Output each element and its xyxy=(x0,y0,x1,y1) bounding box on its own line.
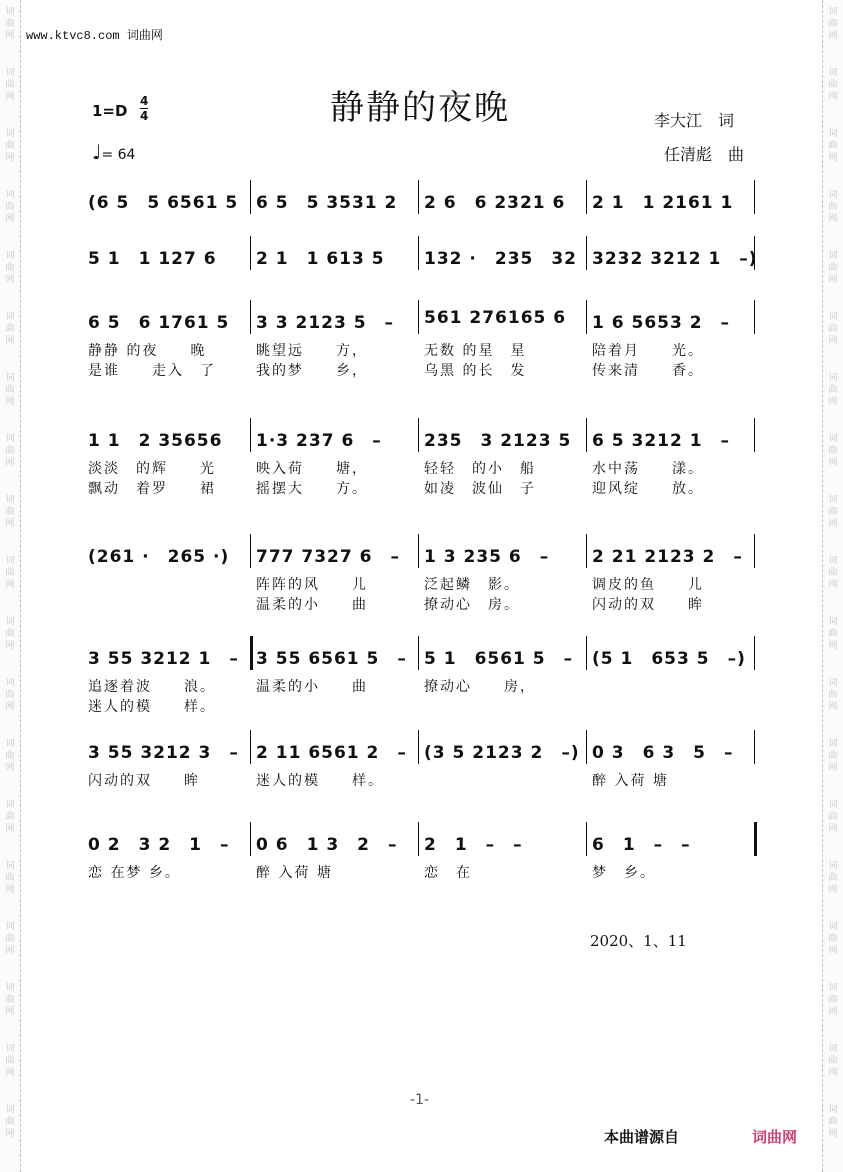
bar-line xyxy=(250,534,251,568)
watermark-text: 词 曲 网 xyxy=(828,1105,838,1139)
watermark-text: 词 曲 网 xyxy=(828,861,838,895)
date-stamp: 2020、1、11 xyxy=(590,932,687,950)
bar-line xyxy=(418,822,419,856)
score-row xyxy=(82,236,756,272)
lyric-line: 闪动的双 眸 xyxy=(88,773,200,789)
bar-line xyxy=(250,236,251,270)
bar-line xyxy=(250,822,251,856)
bar-line xyxy=(754,180,755,214)
bar-line xyxy=(586,236,587,270)
score-row xyxy=(82,180,756,216)
bar-line xyxy=(754,300,755,334)
score-row xyxy=(82,300,756,336)
watermark-text: 词 曲 网 xyxy=(828,617,838,651)
lyric-line: 阵阵的风 儿 xyxy=(256,577,368,593)
lyric-line: 调皮的鱼 儿 xyxy=(592,577,704,593)
bar-line xyxy=(418,730,419,764)
lyric-line: 恋 在 xyxy=(424,865,472,881)
watermark-text: 词 曲 网 xyxy=(828,129,838,163)
bar-line xyxy=(586,822,587,856)
measure-notes: 6 5 3212 1 – xyxy=(592,431,731,451)
bar-line xyxy=(754,730,755,764)
measure-notes: (5 1 653 5 –) xyxy=(592,649,746,669)
measure-notes: 3 55 3212 3 – xyxy=(88,743,239,763)
watermark-text: 词 曲 网 xyxy=(5,861,15,895)
bar-line xyxy=(754,418,755,452)
bar-line xyxy=(586,534,587,568)
watermark-text: 词 曲 网 xyxy=(5,373,15,407)
lyric-line: 是谁 走入 了 xyxy=(88,363,216,379)
measure-notes: 3 3 2123 5 – xyxy=(256,313,395,333)
watermark-text: 词 曲 网 xyxy=(5,495,15,529)
measure-notes: 5 1 6561 5 – xyxy=(424,649,574,669)
measure-notes: 6 5 6 1761 5 xyxy=(88,313,230,333)
measure-notes: 6 1 – – xyxy=(592,835,691,855)
watermark-text: 词 曲 网 xyxy=(828,7,838,41)
measure-notes: 2 1 1 613 5 xyxy=(256,249,385,269)
source-label: 本曲谱源自 xyxy=(604,1128,680,1146)
watermark-text: 词 曲 网 xyxy=(5,190,15,224)
measure-notes: 2 21 2123 2 – xyxy=(592,547,743,567)
watermark-text: 词 曲 网 xyxy=(5,1044,15,1078)
page-number: -1- xyxy=(410,1092,430,1108)
lyric-line: 淡淡 的辉 光 xyxy=(88,461,216,477)
bar-line xyxy=(418,418,419,452)
watermark-text: 词 曲 网 xyxy=(828,922,838,956)
time-top: 4 xyxy=(140,94,149,108)
measure-notes: 1·3 237 6 – xyxy=(256,431,382,451)
measure-notes: 3 55 6561 5 – xyxy=(256,649,407,669)
watermark-text: 词 曲 网 xyxy=(828,251,838,285)
measure-notes: 777 7327 6 – xyxy=(256,547,400,567)
bar-line xyxy=(250,636,253,670)
watermark-text: 词 曲 网 xyxy=(5,617,15,651)
measure-notes: (261 · 265 ·) xyxy=(88,547,230,567)
time-signature xyxy=(140,94,148,123)
bar-line xyxy=(418,636,419,670)
watermark-text: 词 曲 网 xyxy=(5,556,15,590)
score-row xyxy=(82,534,756,570)
measure-notes: 3 55 3212 1 – xyxy=(88,649,239,669)
lyric-line: 飘动 着罗 裙 xyxy=(88,481,216,497)
lyric-line: 水中荡 漾。 xyxy=(592,461,704,477)
lyric-line: 醉 入荷 塘 xyxy=(256,865,333,881)
watermark-text: 词 曲 网 xyxy=(828,739,838,773)
bar-line xyxy=(250,418,251,452)
watermark-text: 词 曲 网 xyxy=(5,678,15,712)
lyric-line: 陪着月 光。 xyxy=(592,343,704,359)
watermark-text: 词 曲 网 xyxy=(5,739,15,773)
bar-line xyxy=(250,180,251,214)
key-signature: 1=D xyxy=(92,102,128,120)
lyric-line: 温柔的小 曲 xyxy=(256,679,368,695)
watermark-text: 词 曲 网 xyxy=(828,800,838,834)
score-row xyxy=(82,636,756,672)
measure-notes: 0 2 3 2 1 – xyxy=(88,835,230,855)
lyric-line: 我的梦 乡， xyxy=(256,363,368,379)
measure-notes: 5 1 1 127 6 xyxy=(88,249,217,269)
quarter-note-icon: ♩ xyxy=(92,140,102,164)
watermark-text: 词 曲 网 xyxy=(5,68,15,102)
lyric-line: 撩动心 房， xyxy=(424,679,536,695)
lyric-line: 醉 入荷 塘 xyxy=(592,773,669,789)
measure-notes: 561 276165 6 xyxy=(424,308,567,328)
lyric-line: 迎风绽 放。 xyxy=(592,481,704,497)
lyric-line: 眺望远 方， xyxy=(256,343,368,359)
lyric-line: 梦 乡。 xyxy=(592,865,656,881)
measure-notes: 0 3 6 3 5 – xyxy=(592,743,734,763)
bar-line xyxy=(418,180,419,214)
bar-line xyxy=(754,636,755,670)
bar-line xyxy=(586,180,587,214)
bar-line xyxy=(418,300,419,334)
measure-notes: 1 1 2 35656 xyxy=(88,431,223,451)
watermark-text: 词 曲 网 xyxy=(5,434,15,468)
bar-line xyxy=(754,822,757,856)
measure-notes: 2 1 1 2161 1 xyxy=(592,193,734,213)
measure-notes: 2 1 – – xyxy=(424,835,523,855)
watermark-text: 词 曲 网 xyxy=(5,922,15,956)
lyric-line: 传来清 香。 xyxy=(592,363,704,379)
watermark-text: 词 曲 网 xyxy=(828,434,838,468)
score-row xyxy=(82,418,756,454)
lyric-line: 恋 在梦 乡。 xyxy=(88,865,181,881)
watermark-text: 词 曲 网 xyxy=(5,129,15,163)
lyric-line: 如凌 波仙 子 xyxy=(424,481,536,497)
measure-notes: (6 5 5 6561 5 xyxy=(88,193,239,213)
bar-line xyxy=(586,418,587,452)
lyric-line: 映入荷 塘， xyxy=(256,461,368,477)
bar-line xyxy=(418,534,419,568)
watermark-text: 词 曲 网 xyxy=(828,373,838,407)
tempo-mark xyxy=(92,140,135,164)
watermark-text: 词 曲 网 xyxy=(5,800,15,834)
lyric-line: 泛起鳞 影。 xyxy=(424,577,520,593)
watermark-text: 词 曲 网 xyxy=(828,190,838,224)
watermark-text: 词 曲 网 xyxy=(5,7,15,41)
watermark-text: 词 曲 网 xyxy=(5,312,15,346)
watermark-text: 词 曲 网 xyxy=(828,556,838,590)
source-site-link[interactable]: 词曲网 xyxy=(752,1128,798,1146)
measure-notes: 2 11 6561 2 – xyxy=(256,743,407,763)
watermark-text: 词 曲 网 xyxy=(828,1044,838,1078)
lyric-line: 摇摆大 方。 xyxy=(256,481,368,497)
watermark-text: 词 曲 网 xyxy=(828,983,838,1017)
measure-notes: 0 6 1 3 2 – xyxy=(256,835,398,855)
time-bottom: 4 xyxy=(140,109,149,123)
lyric-line: 温柔的小 曲 xyxy=(256,597,368,613)
measure-notes: 6 5 5 3531 2 xyxy=(256,193,398,213)
bar-line xyxy=(250,300,251,334)
song-title: 静静的夜晚 xyxy=(330,88,510,128)
measure-notes: 3232 3212 1 –) xyxy=(592,249,758,269)
measure-notes: 1 6 5653 2 – xyxy=(592,313,731,333)
watermark-text: 词 曲 网 xyxy=(5,251,15,285)
lyric-line: 追逐着波 浪。 xyxy=(88,679,216,695)
bar-line xyxy=(586,300,587,334)
score-row xyxy=(82,730,756,766)
watermark-text: 词 曲 网 xyxy=(828,68,838,102)
lyric-line: 静静 的夜 晚 xyxy=(88,343,207,359)
bar-line xyxy=(586,636,587,670)
bar-line xyxy=(754,534,755,568)
watermark-text: 词 曲 网 xyxy=(5,1105,15,1139)
composer-credit: 任清彪 曲 xyxy=(664,145,745,164)
lyric-line: 撩动心 房。 xyxy=(424,597,520,613)
site-header[interactable]: www.ktvc8.com 词曲网 xyxy=(26,29,163,43)
watermark-text: 词 曲 网 xyxy=(5,983,15,1017)
lyric-line: 无数 的星 星 xyxy=(424,343,527,359)
watermark-text: 词 曲 网 xyxy=(828,312,838,346)
bar-line xyxy=(418,236,419,270)
lyric-line: 轻轻 的小 船 xyxy=(424,461,536,477)
watermark-text: 词 曲 网 xyxy=(828,678,838,712)
lyric-line: 乌黑 的长 发 xyxy=(424,363,527,379)
tempo-value: = 64 xyxy=(101,147,136,163)
measure-notes: 1 3 235 6 – xyxy=(424,547,550,567)
lyric-line: 闪动的双 眸 xyxy=(592,597,704,613)
bar-line xyxy=(250,730,251,764)
measure-notes: 2 6 6 2321 6 xyxy=(424,193,566,213)
lyric-line: 迷人的模 样。 xyxy=(88,699,216,715)
measure-notes: 132 · 235 32 xyxy=(424,249,578,269)
measure-notes: (3 5 2123 2 –) xyxy=(424,743,580,763)
lyricist-credit: 李大江 词 xyxy=(654,111,735,130)
measure-notes: 235 3 2123 5 xyxy=(424,431,572,451)
bar-line xyxy=(586,730,587,764)
watermark-text: 词 曲 网 xyxy=(828,495,838,529)
score-row xyxy=(82,822,756,858)
lyric-line: 迷人的模 样。 xyxy=(256,773,384,789)
